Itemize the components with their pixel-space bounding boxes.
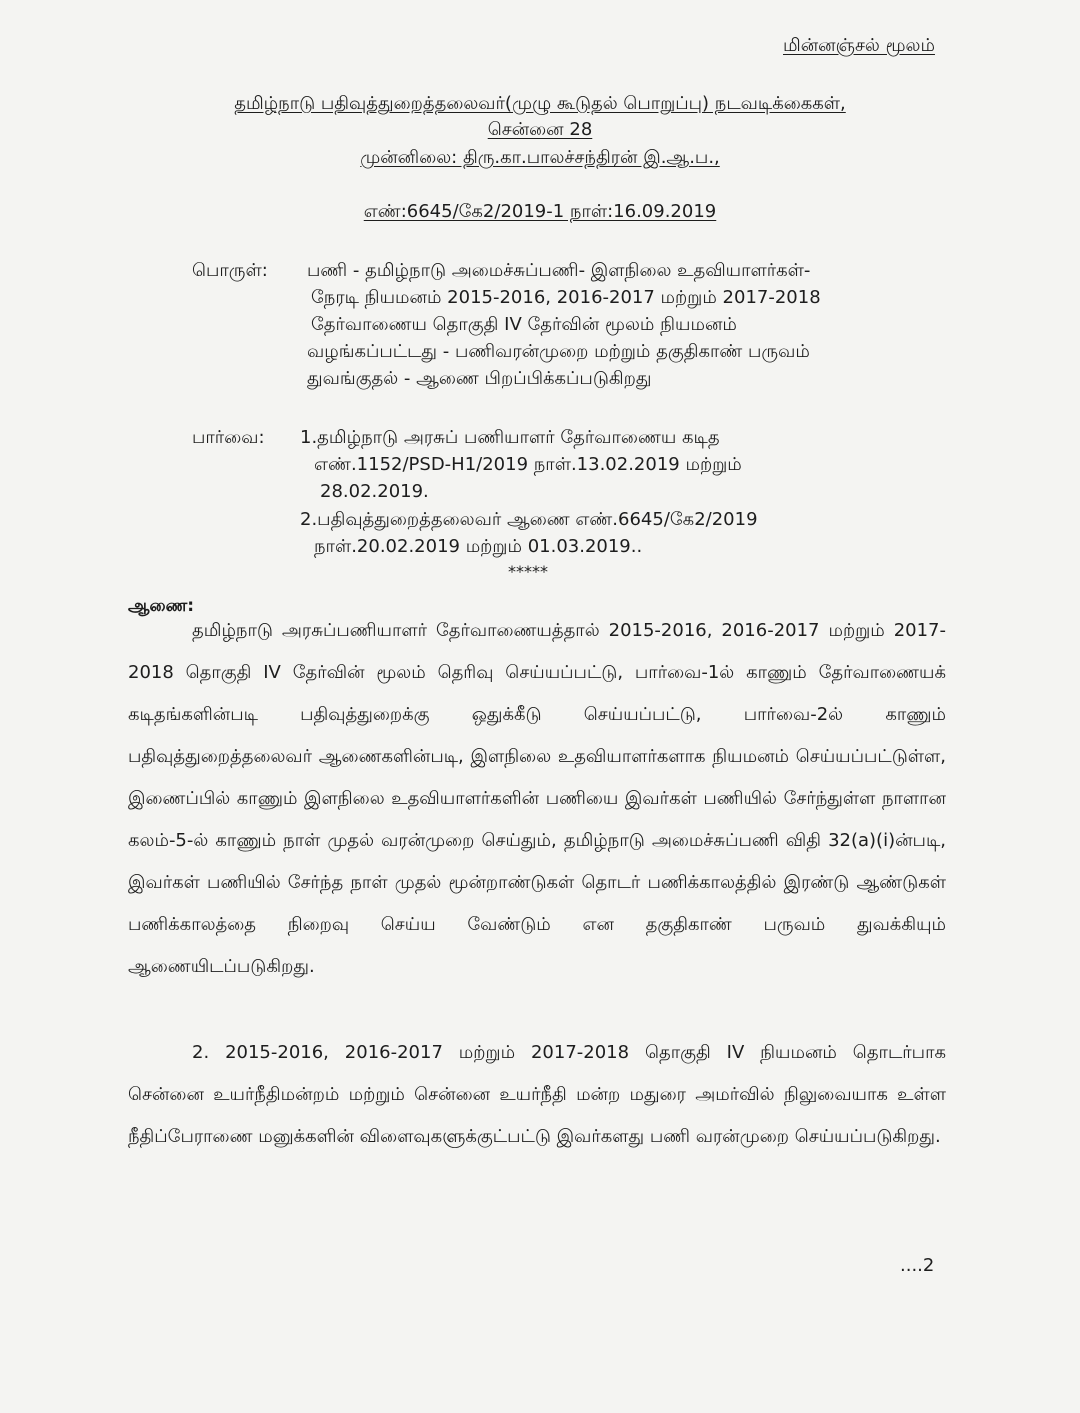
subject-line: வழங்கப்பட்டது - பணிவரன்முறை மற்றும் தகுதிகாண் பருவம் [307,341,810,362]
subject-line: பணி - தமிழ்நாடு அமைச்சுப்பணி- இளநிலை உதவியாளர்கள்- [307,260,811,281]
order-heading: ஆணை: [128,596,195,616]
reference-line: 1.தமிழ்நாடு அரசுப் பணியாளர் தேர்வாணைய கடித [300,427,720,448]
reference-line: எண்.1152/PSD-H1/2019 நாள்.13.02.2019 மற்றும் [314,454,742,475]
subject-line: துவங்குதல் - ஆணை பிறப்பிக்கப்படுகிறது [307,368,652,389]
delivery-mode: மின்னஞ்சல் மூலம் [783,35,935,56]
office-city: சென்னை 28 [487,119,593,140]
page-continuation: ....2 [900,1255,935,1276]
reference-line: 2.பதிவுத்துறைத்தலைவர் ஆணை எண்.6645/கே2/2019 [300,509,758,530]
office-title: தமிழ்நாடு பதிவுத்துறைத்தலைவர்(முழு கூடுதல் பொறுப்பு) நடவடிக்கைகள், [234,93,846,114]
subject-label: பொருள்: [192,260,268,281]
subject-line: தேர்வாணைய தொகுதி IV தேர்வின் மூலம் நியமனம் [311,314,737,335]
presence-line: முன்னிலை: திரு.கா.பாலச்சந்திரன் இ.ஆ.ப., [360,147,720,168]
order-paragraph-2: 2. 2015-2016, 2016-2017 மற்றும் 2017-2018 தொகுதி IV நியமனம் தொடர்பாக சென்னை உயர்நீதிமன்றம் மற்றும் சென்னை உயர்நீதி மன்ற மதுரை அமர்வில் நிலுவையாக உள்ள நீதிப்பேராணை மனுக்களின் விளைவுகளுக்குட்பட்டு இவர்களது பணி வரன்முறை செய்யப்படுகிறது. [128,1042,946,1147]
reference-line: 28.02.2019. [320,481,429,502]
order-paragraph-1: தமிழ்நாடு அரசுப்பணியாளர் தேர்வாணையத்தால் 2015-2016, 2016-2017 மற்றும் 2017-2018 தொகுதி IV தேர்வின் மூலம் தெரிவு செய்யப்பட்டு, பார்வை-1ல் காணும் தேர்வாணையக் கடிதங்களின்படி பதிவுத்துறைக்கு ஒதுக்கீடு செய்யப்பட்டு, பார்வை-2ல் காணும் பதிவுத்துறைத்தலைவர் ஆணைகளின்படி, இளநிலை உதவியாளர்களாக நியமனம் செய்யப்பட்டுள்ள, இணைப்பில் காணும் இளநிலை உதவியாளர்களின் பணியை இவர்கள் பணியில் சேர்ந்துள்ள நாளான கலம்-5-ல் காணும் நாள் முதல் வரன்முறை செய்தும், தமிழ்நாடு அமைச்சுப்பணி விதி 32(a)(i)ன்படி, இவர்கள் பணியில் சேர்ந்த நாள் முதல் மூன்றாண்டுகள் தொடர் பணிக்காலத்தில் இரண்டு ஆண்டுகள் பணிக்காலத்தை நிறைவு செய்ய வேண்டும் என தகுதிகாண் பருவம் துவக்கியும் ஆணையிடப்படுகிறது. [128,620,946,977]
section-separator: ***** [508,562,548,581]
subject-line: நேரடி நியமனம் 2015-2016, 2016-2017 மற்றும் 2017-2018 [311,287,821,308]
reference-number: எண்:6645/கே2/2019-1 நாள்:16.09.2019 [363,201,717,222]
reference-line: நாள்.20.02.2019 மற்றும் 01.03.2019.. [314,536,643,557]
references-label: பார்வை: [192,427,265,448]
